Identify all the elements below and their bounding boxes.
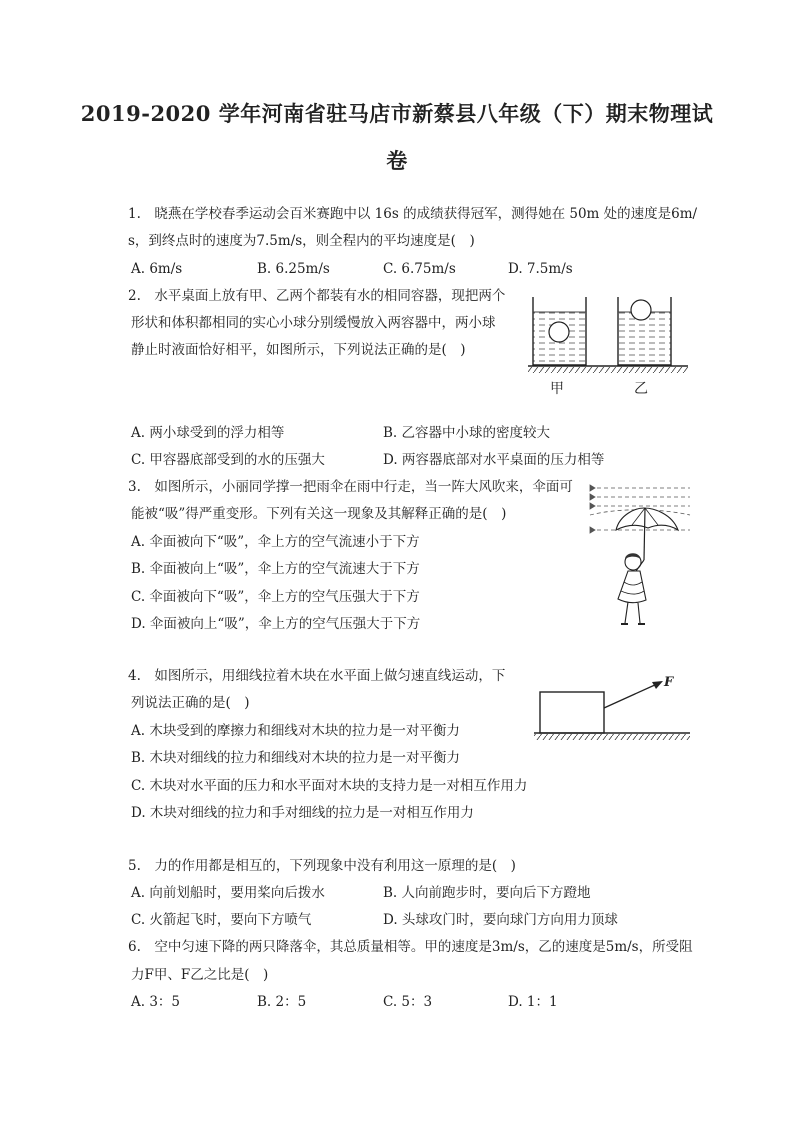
question-6-option-a: A. 3：5 xyxy=(131,994,181,1010)
umbrella-girl-figure xyxy=(588,478,693,633)
question-4-option-b: B. 木块对细线的拉力和细线对木块的拉力是一对平衡力 xyxy=(131,750,461,766)
question-1-option-c: C. 6.75m/s xyxy=(383,261,456,277)
question-2-option-b: B. 乙容器中小球的密度较大 xyxy=(383,425,551,441)
ball-left-icon xyxy=(549,322,569,342)
question-2-stem-line3: 静止时液面恰好相平，如图所示，下列说法正确的是( ) xyxy=(131,342,466,358)
question-1-stem-line1: 1. 晓燕在学校春季运动会百米赛跑中以 16s 的成绩获得冠军，测得她在 50m 处的速度是6m/ xyxy=(128,206,698,222)
ball-right-icon xyxy=(631,300,651,320)
question-3-stem-line1: 3. 如图所示，小丽同学撑一把雨伞在雨中行走，当一阵大风吹来，伞面可 xyxy=(128,479,573,495)
containers-figure xyxy=(528,292,693,402)
container-label-right: 乙 xyxy=(634,381,648,397)
question-3-option-b: B. 伞面被向上“吸”，伞上方的空气流速大于下方 xyxy=(131,561,420,577)
question-4-stem-line1: 4. 如图所示，用细线拉着木块在水平面上做匀速直线运动，下 xyxy=(128,668,506,684)
question-5-option-a: A. 向前划船时，要用桨向后拨水 xyxy=(131,885,325,901)
question-1-option-a: A. 6m/s xyxy=(131,261,183,277)
question-6-stem-line1: 6. 空中匀速下降的两只降落伞，其总质量相等。甲的速度是3m/s，乙的速度是5m/s，所受阻 xyxy=(128,939,693,955)
question-5-stem-line1: 5. 力的作用都是相互的，下列现象中没有利用这一原理的是( ) xyxy=(128,858,516,874)
question-5-option-d: D. 头球攻门时，要向球门方向用力顶球 xyxy=(383,912,618,928)
page-title-line2: 卷 xyxy=(386,148,408,173)
question-6-option-d: D. 1：1 xyxy=(508,994,558,1010)
block-force-figure xyxy=(534,672,694,747)
question-2-stem-line2: 形状和体积都相同的实心小球分别缓慢放入两容器中，两小球 xyxy=(131,315,496,331)
question-2-option-c: C. 甲容器底部受到的水的压强大 xyxy=(131,452,325,468)
question-2-option-d: D. 两容器底部对水平桌面的压力相等 xyxy=(383,452,605,468)
question-3-stem-line2: 能被“吸”得严重变形。下列有关这一现象及其解释正确的是( ) xyxy=(131,506,507,522)
question-3-option-a: A. 伞面被向下“吸”，伞上方的空气流速小于下方 xyxy=(131,534,420,550)
question-6-option-c: C. 5：3 xyxy=(383,994,433,1010)
force-label: F xyxy=(664,675,674,690)
question-5-option-b: B. 人向前跑步时，要向后下方蹬地 xyxy=(383,885,591,901)
question-6-stem-line2: 力F甲、F乙之比是( ) xyxy=(131,967,269,983)
question-5-option-c: C. 火箭起飞时，要向下方喷气 xyxy=(131,912,312,928)
question-4-option-a: A. 木块受到的摩擦力和细线对木块的拉力是一对平衡力 xyxy=(131,723,460,739)
question-6-option-b: B. 2：5 xyxy=(257,994,307,1010)
page-title-line1: 2019-2020 学年河南省驻马店市新蔡县八年级（下）期末物理试 xyxy=(80,101,714,126)
question-2-stem-line1: 2. 水平桌面上放有甲、乙两个都装有水的相同容器，现把两个 xyxy=(128,288,506,304)
question-1-option-d: D. 7.5m/s xyxy=(508,261,573,277)
question-4-option-d: D. 木块对细线的拉力和手对细线的拉力是一对相互作用力 xyxy=(131,805,474,821)
container-label-left: 甲 xyxy=(550,381,564,397)
question-4-option-c: C. 木块对水平面的压力和水平面对木块的支持力是一对相互作用力 xyxy=(131,778,528,794)
wood-block xyxy=(540,692,604,733)
question-3-option-c: C. 伞面被向下“吸”，伞上方的空气压强大于下方 xyxy=(131,589,420,605)
question-1-option-b: B. 6.25m/s xyxy=(257,261,330,277)
question-4-stem-line2: 列说法正确的是( ) xyxy=(131,695,250,711)
question-3-option-d: D. 伞面被向上“吸”，伞上方的空气压强大于下方 xyxy=(131,616,421,632)
question-2-option-a: A. 两小球受到的浮力相等 xyxy=(131,425,285,441)
question-1-stem-line2: s，到终点时的速度为7.5m/s，则全程内的平均速度是( ) xyxy=(128,233,475,249)
